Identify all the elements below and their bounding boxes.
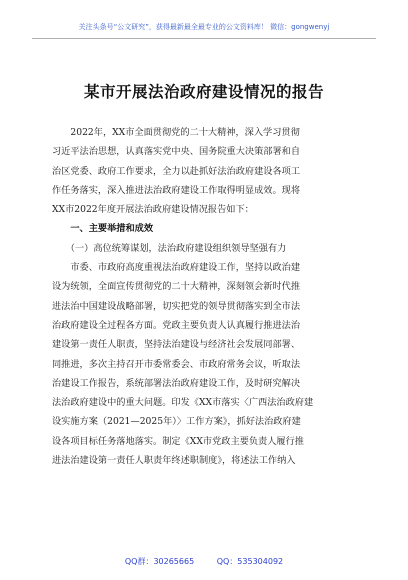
body-line: XX市2022年度开展法治政府建设情况报告如下： (52, 204, 254, 216)
body-line: 同推进，多次主持召开市委常委会、市政府常务会议，听取法 (52, 358, 301, 370)
body-line: 治政府建设全过程各方面。党政主要负责人认真履行推进法治 (52, 319, 301, 331)
subsection-heading: （一）高位统筹谋划，法治政府建设组织领导坚强有力 (52, 242, 287, 254)
body-line: 进法治中国建设战略部署，切实把党的领导贯彻落实到全市法 (52, 300, 301, 312)
footer-contact (0, 556, 408, 567)
document-title: 某市开展法治政府建设情况的报告 (83, 82, 324, 101)
footer-qq: QQ：535304092 (216, 557, 284, 566)
section-heading: 一、主要举措和成效 (52, 223, 154, 235)
body-line: 2022年，XX市全面贯彻党的二十大精神，深入学习贯彻 (52, 127, 300, 138)
body-line: 设为统领，全面宣传贯彻党的二十大精神，深刻领会新时代推 (52, 281, 301, 293)
body-line: 作任务落实，深入推进法治政府建设工作取得明显成效。现将 (52, 184, 301, 196)
document-body (52, 123, 367, 470)
body-line: 市委、市政府高度重视法治政府建设工作，坚持以政治建 (52, 262, 301, 274)
body-line: 法治政府建设中的重大问题。印发《XX市落实〈广西法治政府建 (52, 397, 314, 409)
body-line: 治建设工作报告，系统部署法治政府建设工作，及时研究解决 (52, 377, 301, 389)
header-divider (32, 38, 376, 39)
body-line: 建设第一责任人职责，坚持法治建设与经济社会发展同部署、 (52, 339, 301, 351)
header-banner: 关注头条号“公文研究”，获得最新最全最专业的公文资料库！ 微信：gongwenyj (78, 23, 330, 31)
body-line: 进法治建设第一责任人职责年终述职制度》，将述法工作纳入 (52, 455, 296, 467)
body-line: 治区党委、政府工作要求，全力以赴抓好法治政府建设各项工 (52, 165, 301, 177)
body-line: 习近平法治思想，认真落实党中央、国务院重大决策部署和自 (52, 146, 301, 158)
body-line: 设实施方案（2021—2025年）〉工作方案》，抓好法治政府建 (52, 416, 301, 428)
footer-qq-group: QQ群：30265665 (124, 557, 195, 566)
body-line: 设各项目标任务落地落实。制定《XX市党政主要负责人履行推 (52, 435, 304, 447)
